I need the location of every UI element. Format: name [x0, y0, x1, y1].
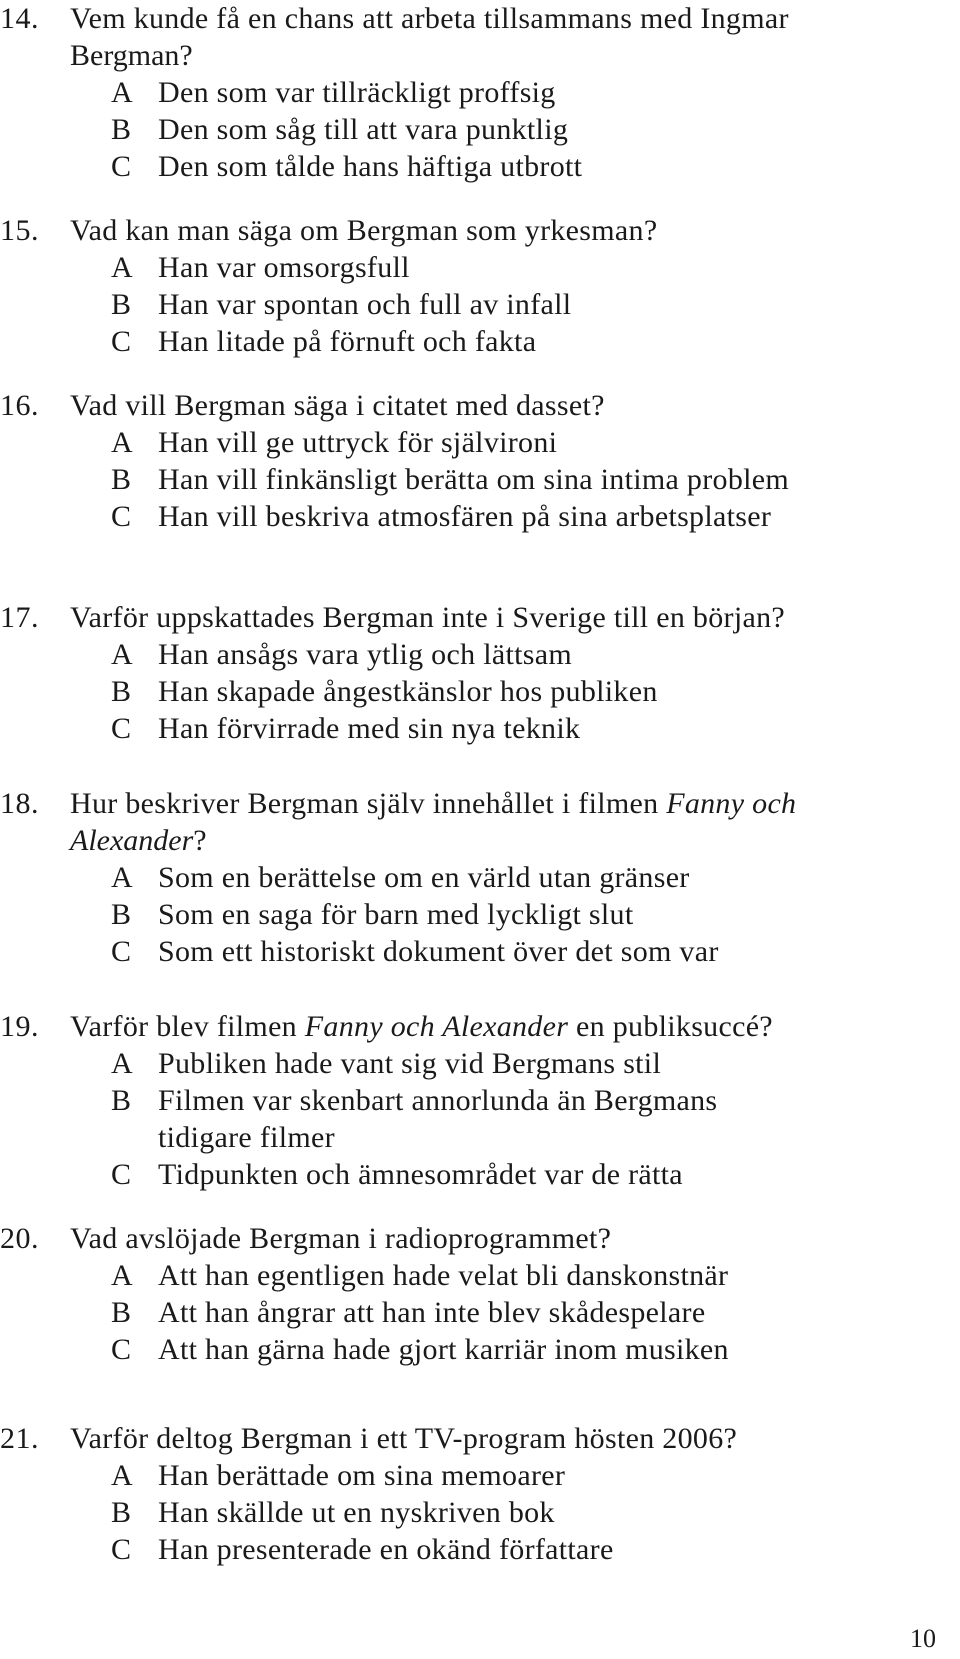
question-text-continuation — [70, 822, 207, 859]
option-letter: B — [111, 898, 132, 931]
option-letter: A — [111, 251, 133, 284]
option-letter: C — [111, 1533, 132, 1566]
option-text: Han skapade ångestkänslor hos publiken — [158, 675, 658, 708]
answer-option-b — [0, 111, 960, 148]
answer-option-b — [0, 1082, 960, 1119]
question-number: 18. — [0, 787, 39, 820]
option-text: Att han gärna hade gjort karriär inom musiken — [158, 1333, 729, 1366]
option-text: Den som var tillräckligt proffsig — [158, 76, 556, 109]
question-stem — [0, 0, 960, 37]
question-18 — [0, 785, 960, 970]
question-text — [70, 785, 796, 822]
question-text — [70, 1008, 773, 1045]
question-number: 17. — [0, 601, 39, 634]
option-letter: C — [111, 712, 132, 745]
question-16 — [0, 387, 960, 535]
question-text: Vem kunde få en chans att arbeta tillsammans med Ingmar — [70, 2, 789, 35]
question-21 — [0, 1420, 960, 1568]
question-text-tail: en publiksuccé? — [568, 1010, 773, 1043]
answer-option-b-continuation — [0, 1119, 960, 1156]
option-text: Han ansågs vara ytlig och lättsam — [158, 638, 572, 671]
option-letter: B — [111, 463, 132, 496]
question-stem — [0, 212, 960, 249]
option-letter: B — [111, 113, 132, 146]
option-text: Han vill beskriva atmosfären på sina arbetsplatser — [158, 500, 772, 533]
option-letter: C — [111, 1158, 132, 1191]
question-text: Vad vill Bergman säga i citatet med dasset? — [70, 389, 605, 422]
option-text: Han var spontan och full av infall — [158, 288, 572, 321]
option-text: Den som tålde hans häftiga utbrott — [158, 150, 583, 183]
film-title-part-1: Fanny och — [666, 787, 797, 820]
option-text: Han vill ge uttryck för självironi — [158, 426, 558, 459]
question-number: 16. — [0, 389, 39, 422]
option-text: Han berättade om sina memoarer — [158, 1459, 566, 1492]
option-text-continuation: tidigare filmer — [158, 1121, 335, 1154]
option-text: Som en saga för barn med lyckligt slut — [158, 898, 634, 931]
option-letter: B — [111, 675, 132, 708]
option-letter: A — [111, 426, 133, 459]
option-letter: B — [111, 1296, 132, 1329]
answer-option-b — [0, 286, 960, 323]
question-stem-continuation — [0, 37, 960, 74]
option-letter: A — [111, 861, 133, 894]
answer-option-b — [0, 673, 960, 710]
answer-option-a — [0, 1045, 960, 1082]
question-text-lead: Varför blev filmen — [70, 1010, 305, 1043]
option-letter: B — [111, 1084, 132, 1117]
answer-option-a — [0, 636, 960, 673]
answer-option-a — [0, 859, 960, 896]
answer-option-a — [0, 1257, 960, 1294]
answer-option-a — [0, 424, 960, 461]
question-19 — [0, 1008, 960, 1193]
page-number: 10 — [910, 1624, 936, 1653]
option-letter: A — [111, 638, 133, 671]
option-text: Tidpunkten och ämnesområdet var de rätta — [158, 1158, 683, 1191]
question-text: Vad kan man säga om Bergman som yrkesman? — [70, 214, 658, 247]
answer-option-a — [0, 74, 960, 111]
question-number: 20. — [0, 1222, 39, 1255]
option-text: Han vill finkänsligt berätta om sina intima problem — [158, 463, 790, 496]
answer-option-a — [0, 1457, 960, 1494]
answer-option-b — [0, 1494, 960, 1531]
film-title: Fanny och Alexander — [304, 1010, 569, 1043]
answer-option-c — [0, 1531, 960, 1568]
answer-option-b — [0, 461, 960, 498]
option-text: Han skällde ut en nyskriven bok — [158, 1496, 555, 1529]
question-stem — [0, 599, 960, 636]
question-number: 14. — [0, 2, 39, 35]
question-17 — [0, 599, 960, 747]
option-letter: A — [111, 76, 133, 109]
option-text: Den som såg till att vara punktlig — [158, 113, 569, 146]
option-text: Han var omsorgsfull — [158, 251, 410, 284]
question-stem — [0, 1420, 960, 1457]
question-text: Varför uppskattades Bergman inte i Sverige till en början? — [70, 601, 785, 634]
option-text: Som en berättelse om en värld utan gränser — [158, 861, 690, 894]
option-text: Han presenterade en okänd författare — [158, 1533, 614, 1566]
answer-option-a — [0, 249, 960, 286]
option-text: Publiken hade vant sig vid Bergmans stil — [158, 1047, 662, 1080]
question-20 — [0, 1220, 960, 1368]
option-text: Att han egentligen hade velat bli danskonstnär — [158, 1259, 729, 1292]
option-letter: C — [111, 1333, 132, 1366]
option-text: Att han ångrar att han inte blev skådespelare — [158, 1296, 706, 1329]
answer-option-c — [0, 323, 960, 360]
question-stem — [0, 1008, 960, 1045]
question-stem — [0, 785, 960, 822]
option-text: Han förvirrade med sin nya teknik — [158, 712, 581, 745]
question-stem — [0, 387, 960, 424]
question-number: 21. — [0, 1422, 39, 1455]
answer-option-b — [0, 1294, 960, 1331]
option-text: Filmen var skenbart annorlunda än Bergmans — [158, 1084, 718, 1117]
option-letter: C — [111, 935, 132, 968]
answer-option-c — [0, 1331, 960, 1368]
option-letter: C — [111, 150, 132, 183]
option-letter: C — [111, 500, 132, 533]
option-letter: A — [111, 1259, 133, 1292]
question-text: Vad avslöjade Bergman i radioprogrammet? — [70, 1222, 612, 1255]
option-text: Han litade på förnuft och fakta — [158, 325, 537, 358]
answer-option-c — [0, 1156, 960, 1193]
option-letter: B — [111, 288, 132, 321]
question-text-continuation: Bergman? — [70, 39, 193, 72]
question-number: 15. — [0, 214, 39, 247]
option-letter: C — [111, 325, 132, 358]
option-letter: A — [111, 1047, 133, 1080]
question-stem — [0, 1220, 960, 1257]
answer-option-c — [0, 933, 960, 970]
question-text-lead: Hur beskriver Bergman själv innehållet i filmen — [70, 787, 667, 820]
question-stem-continuation — [0, 822, 960, 859]
question-text-tail: ? — [193, 824, 207, 857]
answer-option-c — [0, 148, 960, 185]
question-text: Varför deltog Bergman i ett TV-program hösten 2006? — [70, 1422, 738, 1455]
question-14 — [0, 0, 960, 185]
film-title-part-2: Alexander — [70, 824, 194, 857]
option-letter: A — [111, 1459, 133, 1492]
answer-option-b — [0, 896, 960, 933]
option-letter: B — [111, 1496, 132, 1529]
option-text: Som ett historiskt dokument över det som var — [158, 935, 719, 968]
answer-option-c — [0, 710, 960, 747]
question-number: 19. — [0, 1010, 39, 1043]
question-15 — [0, 212, 960, 360]
answer-option-c — [0, 498, 960, 535]
